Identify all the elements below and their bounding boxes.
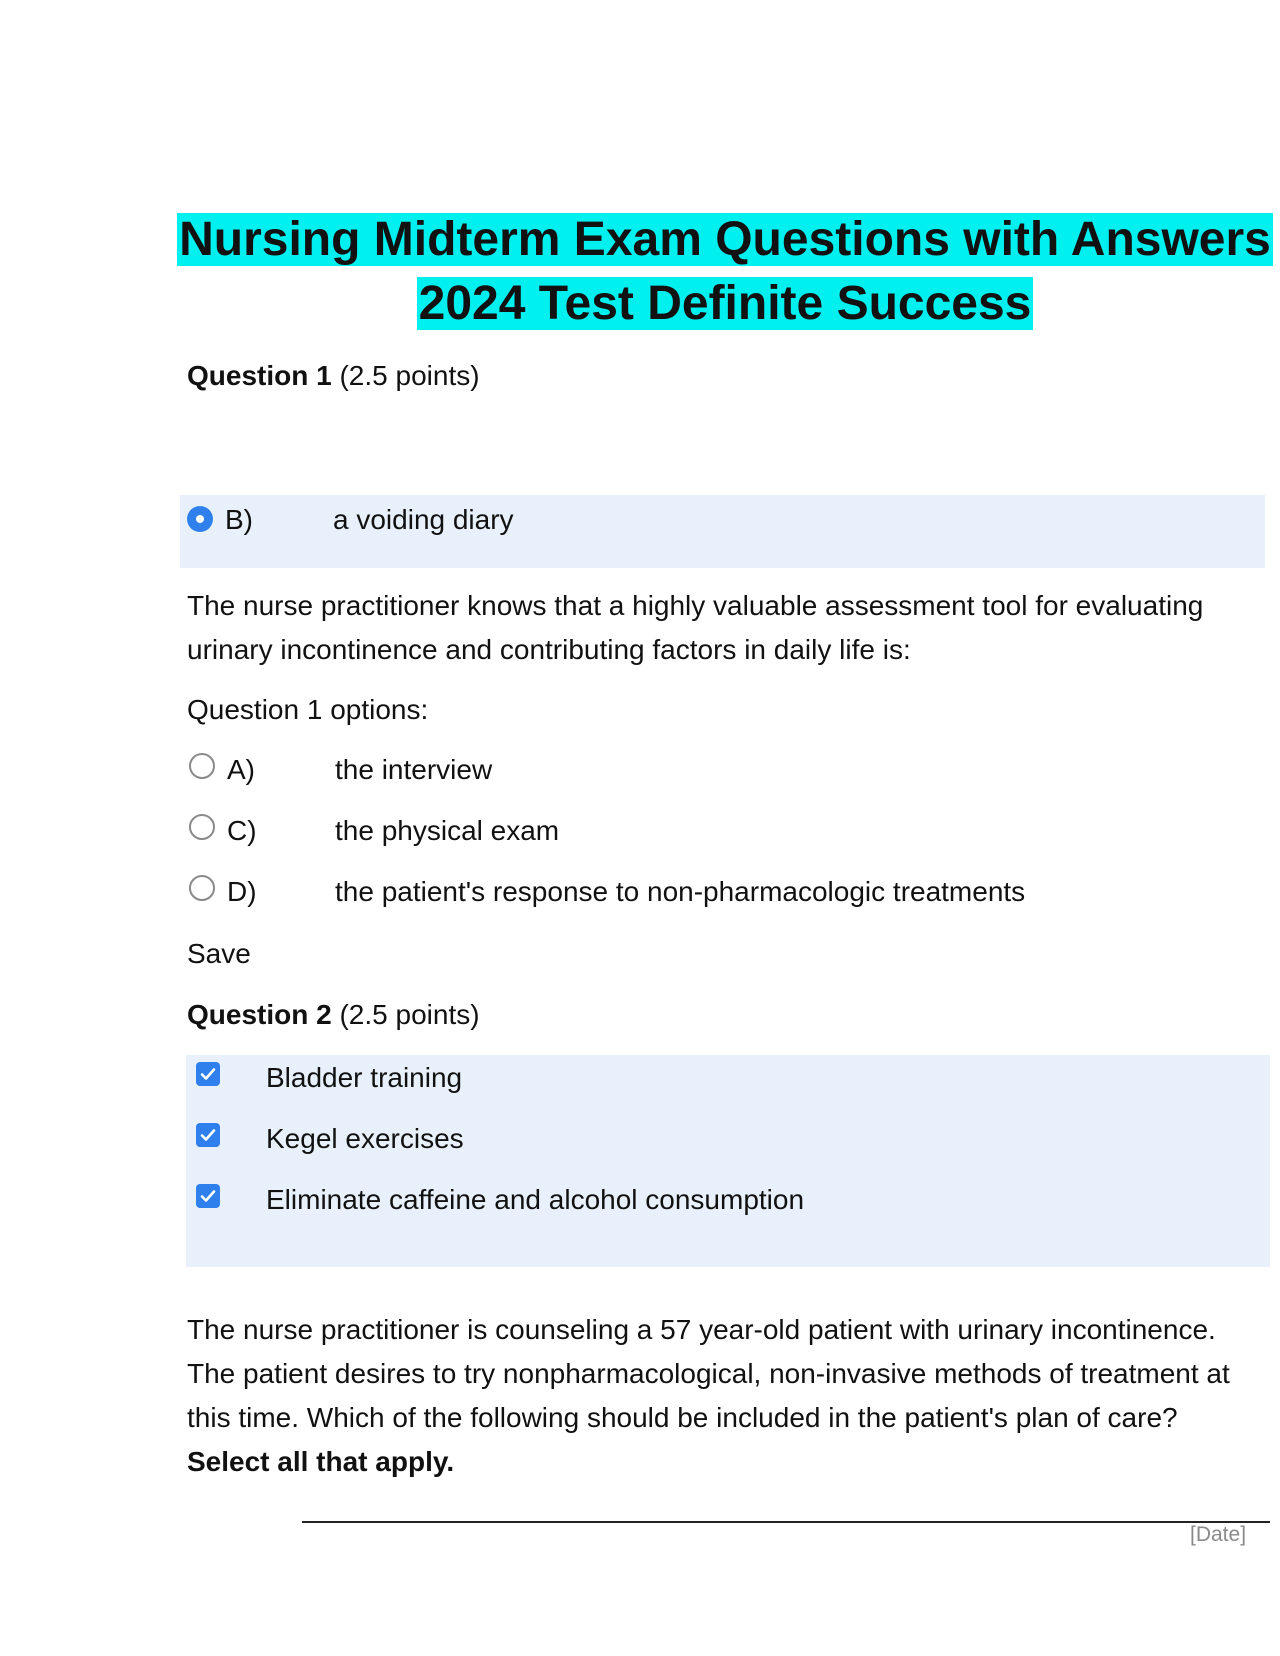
title-line-2: 2024 Test Definite Success: [418, 277, 1032, 330]
question-2-label: Question 2: [187, 999, 332, 1030]
question-2-prompt-emphasis: Select all that apply.: [187, 1446, 455, 1477]
question-2-points: (2.5 points): [339, 999, 480, 1030]
checkbox-checked-icon[interactable]: [196, 1184, 220, 1208]
footer-divider: [302, 1521, 1270, 1523]
selected-option-letter: B): [225, 504, 253, 535]
option-d-text[interactable]: the patient's response to non-pharmacologic treatments: [335, 876, 1026, 907]
question-2-heading: [187, 995, 480, 1035]
question-1-points: (2.5 points): [339, 360, 480, 391]
radio-unchecked-icon[interactable]: [189, 875, 215, 901]
option-c-letter: C): [227, 815, 257, 846]
question-1-prompt: The nurse practitioner knows that a highly valuable assessment tool for evaluating urinary incontinence and contributing factors in daily life is:: [187, 590, 1204, 665]
radio-unchecked-icon[interactable]: [189, 814, 215, 840]
radio-checked-icon[interactable]: [187, 506, 213, 532]
radio-unchecked-icon[interactable]: [189, 753, 215, 779]
option-a-text[interactable]: the interview: [335, 754, 493, 785]
checked-option-bladder-training[interactable]: Bladder training: [266, 1062, 463, 1093]
page-title: [170, 208, 1280, 336]
checked-option-kegel-exercises[interactable]: Kegel exercises: [266, 1123, 464, 1154]
option-a-letter: A): [227, 754, 255, 785]
question-1-label: Question 1: [187, 360, 332, 391]
footer-date: [Date]: [1190, 1523, 1247, 1546]
option-d-letter: D): [227, 876, 257, 907]
question-1-heading: [187, 356, 480, 396]
selected-option-text: a voiding diary: [333, 504, 514, 535]
checkbox-checked-icon[interactable]: [196, 1123, 220, 1147]
checkbox-checked-icon[interactable]: [196, 1062, 220, 1086]
checked-option-eliminate-caffeine[interactable]: Eliminate caffeine and alcohol consumption: [266, 1184, 805, 1215]
question-1-options-label: Question 1 options:: [187, 694, 429, 725]
option-c-text[interactable]: the physical exam: [335, 815, 560, 846]
save-button[interactable]: Save: [187, 938, 251, 969]
question-2-prompt: [187, 1308, 1267, 1484]
question-2-prompt-text: The nurse practitioner is counseling a 57 year-old patient with urinary incontinence. The patient desires to try nonpharmacological, non-invasive methods of treatment at this time. Which of the following should be included in the patient's plan of care?: [187, 1314, 1230, 1433]
title-line-1: Nursing Midterm Exam Questions with Answers: [179, 213, 1271, 266]
